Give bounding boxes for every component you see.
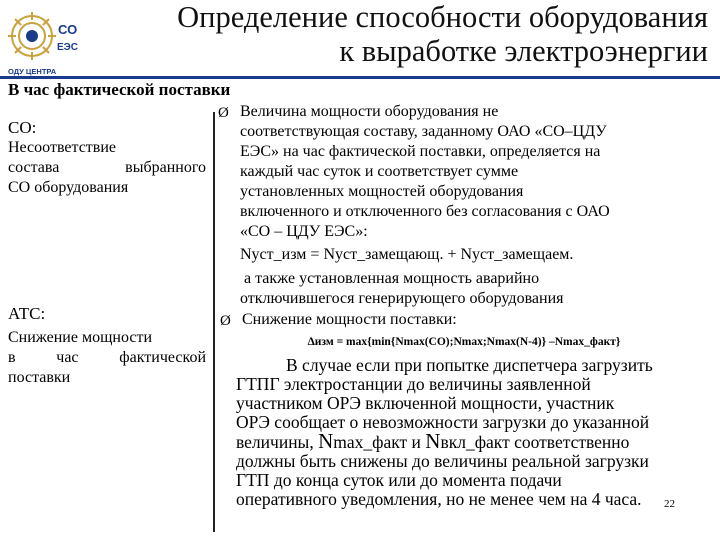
title-line-1: Определение способности оборудования bbox=[177, 0, 708, 34]
column-divider bbox=[213, 112, 215, 532]
item-1-extra-line: а также установленная мощность аварийно bbox=[244, 270, 540, 287]
logo-caption: ОДУ ЦЕНТРА bbox=[8, 67, 57, 76]
ats-heading: АТС: bbox=[8, 304, 46, 323]
item-2-formula: Δизм = max{min{Nmax(CO);Nmax;Nmax(N-4)} –Nmax_факт} bbox=[307, 336, 621, 348]
item-3-line-5 bbox=[236, 429, 718, 453]
ats-line: в час фактической bbox=[8, 349, 206, 366]
item-2-text: Снижение мощности поставки: bbox=[242, 311, 457, 328]
co-block bbox=[8, 118, 206, 198]
item-1-line: Величина мощности оборудования не bbox=[240, 103, 499, 120]
company-logo bbox=[6, 6, 88, 78]
page-number: 22 bbox=[664, 498, 675, 510]
item-3-text: соответственно bbox=[514, 432, 630, 452]
ats-line: Снижение мощности bbox=[8, 329, 153, 346]
symbol-n: N bbox=[318, 429, 334, 453]
item-3-text: и bbox=[411, 432, 421, 452]
item-3-line: В случае если при попытке диспетчера загрузить bbox=[286, 355, 653, 375]
item-3-line: ГТП до конца суток или до момента подачи bbox=[236, 470, 562, 490]
item-3-line: ГТПГ электростанции до величины заявленной bbox=[236, 374, 591, 394]
bullet-arrow-icon: Ø bbox=[220, 313, 231, 329]
symbol-subscript: вкл_факт bbox=[440, 432, 510, 452]
symbol-n: N bbox=[425, 429, 441, 453]
co-line: Несоответствие bbox=[8, 139, 116, 156]
item-3-line: участником ОРЭ включенной мощности, участник bbox=[236, 393, 615, 413]
item-3-text: величины, bbox=[236, 432, 314, 452]
co-heading: СО: bbox=[8, 118, 37, 137]
logo-text-ees: ЕЭС bbox=[57, 42, 79, 53]
title-line-2: к выработке электроэнергии bbox=[339, 34, 708, 68]
item-1-line: соответствующая составу, заданному ОАО «СО–ЦДУ bbox=[240, 123, 607, 140]
section-subtitle: В час фактической поставки bbox=[8, 80, 231, 99]
item-1-line: установленных мощностей оборудования bbox=[240, 183, 524, 200]
item-3 bbox=[236, 356, 718, 509]
item-1-line: включенного и отключенного без согласования с ОАО bbox=[240, 203, 610, 220]
item-1-extra-line: отключившегося генерирующего оборудования bbox=[240, 290, 564, 307]
item-1-line: ЕЭС» на час фактической поставки, определяется на bbox=[240, 143, 601, 160]
item-3-line: должны быть снижены до величины реальной загрузки bbox=[236, 451, 649, 471]
page-title bbox=[98, 0, 708, 68]
title-rule bbox=[0, 76, 720, 79]
item-1-formula: Nуст_изм = Nуст_замещающ. + Nуст_замещаем. bbox=[240, 246, 574, 263]
ats-line: поставки bbox=[8, 369, 71, 386]
co-line: СО оборудования bbox=[8, 179, 129, 196]
item-1-line: каждый час суток и соответствует сумме bbox=[240, 163, 519, 180]
item-3-line: ОРЭ сообщает о невозможности загрузки до указанной bbox=[236, 412, 650, 432]
co-line: состава выбранного bbox=[8, 159, 206, 176]
logo-text-so: СО bbox=[58, 22, 78, 37]
item-3-line: оперативного уведомления, но не менее чем на 4 часа. bbox=[236, 489, 642, 509]
ats-block bbox=[8, 304, 206, 388]
symbol-subscript: max_факт bbox=[333, 432, 408, 452]
item-1-line: «СО – ЦДУ ЕЭС»: bbox=[240, 223, 368, 240]
item-1-text bbox=[240, 102, 718, 309]
bullet-arrow-icon: Ø bbox=[218, 105, 229, 121]
